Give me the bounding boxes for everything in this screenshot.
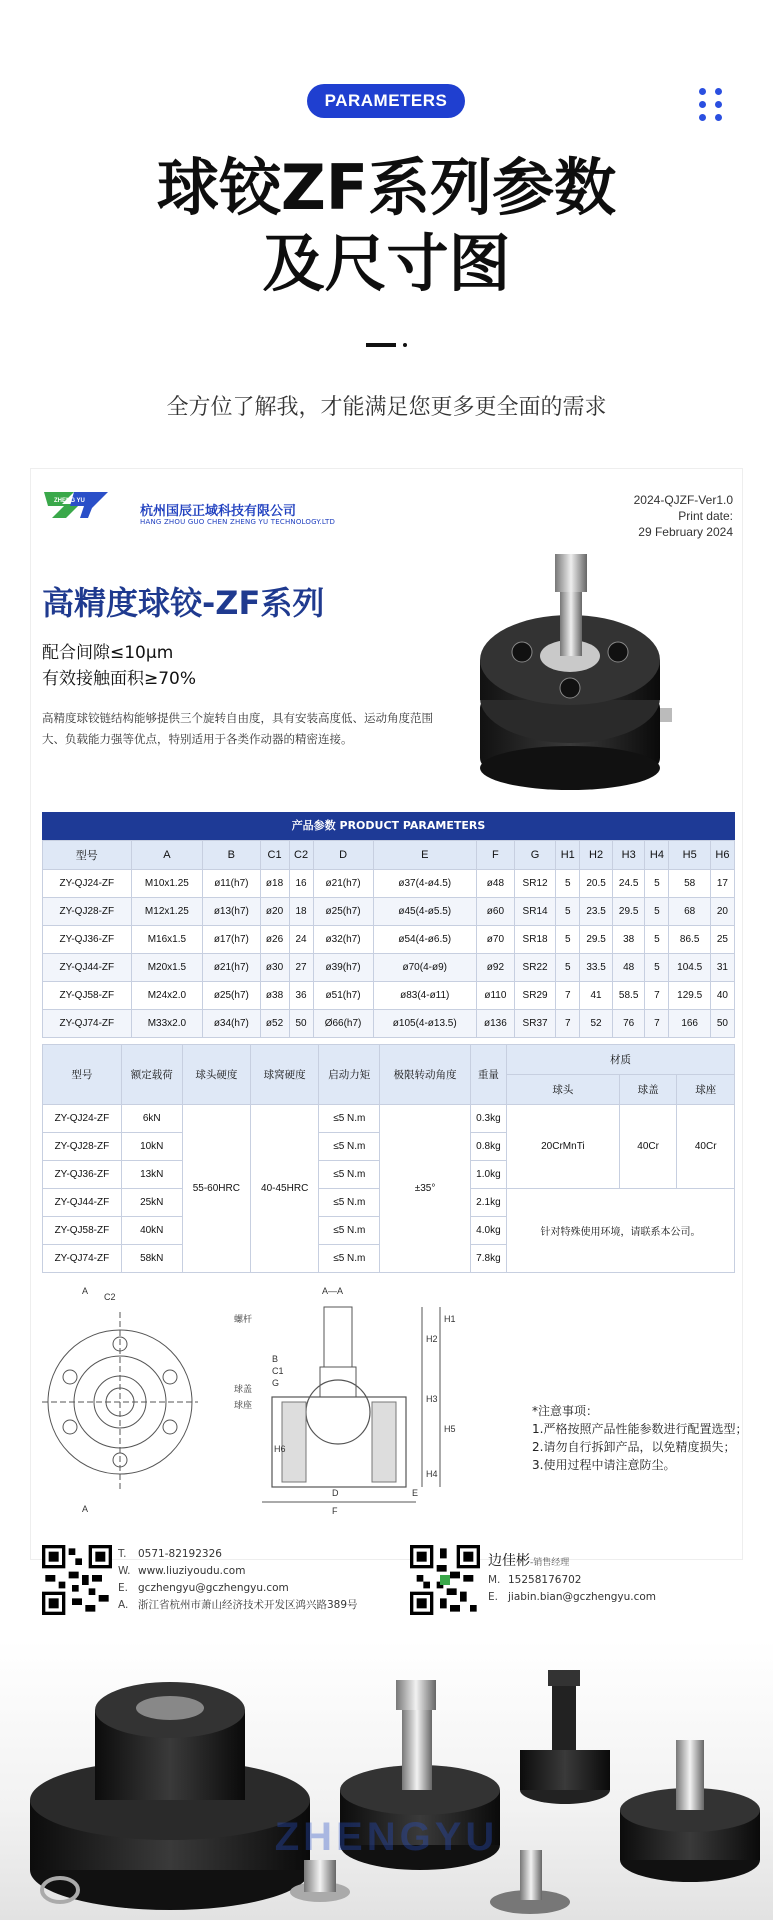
table-cell: 25 bbox=[710, 926, 734, 954]
table-cell: 6kN bbox=[121, 1105, 182, 1133]
table-cell: 50 bbox=[710, 1010, 734, 1038]
table-cell: 5 bbox=[556, 898, 580, 926]
table-cell: 20.5 bbox=[580, 870, 613, 898]
svg-text:H1: H1 bbox=[444, 1314, 456, 1324]
table-cell: 20 bbox=[710, 898, 734, 926]
table-cell: ZY-QJ36-ZF bbox=[43, 926, 132, 954]
table-cell: ø25(h7) bbox=[203, 982, 260, 1010]
table-cell: 13kN bbox=[121, 1161, 182, 1189]
mobile-link[interactable]: 15258176702 bbox=[508, 1574, 582, 1586]
table-cell: M20x1.5 bbox=[131, 954, 203, 982]
svg-text:球座: 球座 bbox=[234, 1400, 253, 1410]
svg-text:A: A bbox=[82, 1286, 89, 1296]
col-header: H1 bbox=[556, 841, 580, 870]
table-cell: ø17(h7) bbox=[203, 926, 260, 954]
col-header: 球盖 bbox=[619, 1075, 677, 1105]
section-view-drawing bbox=[234, 1286, 456, 1516]
product-title: 高精度球铰-ZF系列 bbox=[42, 584, 325, 622]
parameters-badge: PARAMETERS bbox=[307, 84, 465, 118]
table-cell: 0.3kg bbox=[470, 1105, 506, 1133]
company-logo-icon bbox=[44, 484, 114, 524]
col-header: H4 bbox=[645, 841, 669, 870]
svg-text:F: F bbox=[332, 1506, 338, 1516]
document-version: 2024-QJZF-Ver1.0 Print date: 29 February 2024 bbox=[633, 493, 733, 539]
table-cell: ø32(h7) bbox=[313, 926, 373, 954]
table-row bbox=[43, 898, 735, 926]
table-cell: ≤5 N.m bbox=[319, 1105, 380, 1133]
table-cell: 10kN bbox=[121, 1133, 182, 1161]
table-cell: ZY-QJ44-ZF bbox=[43, 1189, 122, 1217]
table-cell: 5 bbox=[645, 898, 669, 926]
col-header: C2 bbox=[289, 841, 313, 870]
table-cell: 16 bbox=[289, 870, 313, 898]
table-cell: 40kN bbox=[121, 1217, 182, 1245]
table-cell: 25kN bbox=[121, 1189, 182, 1217]
table-cell: Ø66(h7) bbox=[313, 1010, 373, 1038]
company-name-cn: 杭州国辰正域科技有限公司 bbox=[140, 504, 297, 519]
top-view-drawing bbox=[42, 1286, 198, 1514]
col-header: E bbox=[373, 841, 476, 870]
table-cell: 7 bbox=[645, 1010, 669, 1038]
table-cell: ø136 bbox=[476, 1010, 514, 1038]
table-cell: ZY-QJ44-ZF bbox=[43, 954, 132, 982]
col-header: H5 bbox=[669, 841, 710, 870]
table-cell: 29.5 bbox=[612, 898, 645, 926]
col-header: 球头硬度 bbox=[182, 1045, 250, 1105]
sales-contact: 边佳彬-销售经理 M. 15258176702 E. jiabin.bian@gczhengyu.com bbox=[488, 1553, 657, 1603]
table-cell: M10x1.25 bbox=[131, 870, 203, 898]
col-header: B bbox=[203, 841, 260, 870]
table-row bbox=[43, 870, 735, 898]
col-header: 型号 bbox=[43, 1045, 122, 1105]
table-cell: ZY-QJ28-ZF bbox=[43, 1133, 122, 1161]
table-cell: 31 bbox=[710, 954, 734, 982]
table-row bbox=[43, 1010, 735, 1038]
table-cell: ZY-QJ58-ZF bbox=[43, 982, 132, 1010]
svg-text:球盖: 球盖 bbox=[234, 1384, 253, 1394]
table-cell: 76 bbox=[612, 1010, 645, 1038]
table-cell: M33x2.0 bbox=[131, 1010, 203, 1038]
table-cell: ø26 bbox=[260, 926, 289, 954]
table-cell: ø105(4-ø13.5) bbox=[373, 1010, 476, 1038]
table-cell: 129.5 bbox=[669, 982, 710, 1010]
svg-text:H5: H5 bbox=[444, 1424, 456, 1434]
table-cell: 0.8kg bbox=[470, 1133, 506, 1161]
col-header: 极限转动角度 bbox=[380, 1045, 471, 1105]
col-header: 球窝硬度 bbox=[251, 1045, 319, 1105]
table-cell: 40 bbox=[710, 982, 734, 1010]
table-cell: 58.5 bbox=[612, 982, 645, 1010]
table-cell: ≤5 N.m bbox=[319, 1217, 380, 1245]
table-cell: ø48 bbox=[476, 870, 514, 898]
table-cell: 38 bbox=[612, 926, 645, 954]
precautions-notes: *注意事项： 1.严格按照产品性能参数进行配置选型； 2.请勿自行拆卸产品，以免精度损失； 3.使用过程中请注意防尘。 bbox=[532, 1404, 748, 1472]
table-cell: ø21(h7) bbox=[203, 954, 260, 982]
col-header: G bbox=[514, 841, 555, 870]
table-cell: ZY-QJ28-ZF bbox=[43, 898, 132, 926]
table-cell: ZY-QJ74-ZF bbox=[43, 1245, 122, 1273]
svg-text:A—A: A—A bbox=[322, 1286, 344, 1296]
col-header: H6 bbox=[710, 841, 734, 870]
company-contact: T. 0571-82192326 W. www.liuziyoudu.com E. gczhengyu@gczhengyu.com A. 浙江省杭州市萧山经济技术开发区鸿兴路389号 bbox=[118, 1548, 358, 1611]
svg-text:E: E bbox=[412, 1488, 419, 1498]
product-parameters-table bbox=[42, 812, 735, 1038]
table-cell: 41 bbox=[580, 982, 613, 1010]
table-cell: ø92 bbox=[476, 954, 514, 982]
table-cell: 48 bbox=[612, 954, 645, 982]
sales-qr-code-icon[interactable] bbox=[410, 1545, 480, 1615]
table-cell: ZY-QJ74-ZF bbox=[43, 1010, 132, 1038]
table-cell: 55-60HRC bbox=[182, 1105, 250, 1273]
table-cell: 58kN bbox=[121, 1245, 182, 1273]
table-row bbox=[43, 954, 735, 982]
table-cell: ø13(h7) bbox=[203, 898, 260, 926]
table-cell: ø70(4-ø9) bbox=[373, 954, 476, 982]
table-cell: 7 bbox=[556, 982, 580, 1010]
table-cell: ø11(h7) bbox=[203, 870, 260, 898]
table-cell: ø51(h7) bbox=[313, 982, 373, 1010]
table-cell: SR12 bbox=[514, 870, 555, 898]
svg-text:D: D bbox=[332, 1488, 339, 1498]
table-cell: 24 bbox=[289, 926, 313, 954]
table-cell: 86.5 bbox=[669, 926, 710, 954]
table-cell: 20CrMnTi bbox=[506, 1105, 619, 1189]
table-cell: ø60 bbox=[476, 898, 514, 926]
table-cell: 4.0kg bbox=[470, 1217, 506, 1245]
zhengyu-watermark: ZHENGYU bbox=[274, 1815, 499, 1859]
col-header: 球头 bbox=[506, 1075, 619, 1105]
sales-email-link[interactable]: jiabin.bian@gczhengyu.com bbox=[508, 1591, 657, 1603]
svg-text:G: G bbox=[272, 1378, 280, 1388]
table-cell: ≤5 N.m bbox=[319, 1189, 380, 1217]
col-header: 型号 bbox=[43, 841, 132, 870]
table-cell: ≤5 N.m bbox=[319, 1245, 380, 1273]
col-header: 启动力矩 bbox=[319, 1045, 380, 1105]
table-cell: ø34(h7) bbox=[203, 1010, 260, 1038]
table-caption: 产品参数 PRODUCT PARAMETERS bbox=[42, 812, 735, 840]
table-cell: ø110 bbox=[476, 982, 514, 1010]
dimension-drawing bbox=[42, 1282, 462, 1522]
table-cell: 40-45HRC bbox=[251, 1105, 319, 1273]
table-cell: ZY-QJ24-ZF bbox=[43, 1105, 122, 1133]
table-cell: 7 bbox=[556, 1010, 580, 1038]
table-cell: 29.5 bbox=[580, 926, 613, 954]
col-header: C1 bbox=[260, 841, 289, 870]
table-cell: ø37(4-ø4.5) bbox=[373, 870, 476, 898]
table-cell: ZY-QJ36-ZF bbox=[43, 1161, 122, 1189]
svg-text:螺杆: 螺杆 bbox=[234, 1314, 253, 1324]
table-cell: 7 bbox=[645, 982, 669, 1010]
table-cell: ≤5 N.m bbox=[319, 1133, 380, 1161]
svg-text:A: A bbox=[82, 1504, 89, 1514]
divider-dot bbox=[403, 343, 407, 347]
table-cell: ø25(h7) bbox=[313, 898, 373, 926]
company-name-en: HANG ZHOU GUO CHEN ZHENG YU TECHNOLOGY.LTD bbox=[140, 518, 336, 526]
table-cell: SR18 bbox=[514, 926, 555, 954]
table-cell: 36 bbox=[289, 982, 313, 1010]
load-material-table bbox=[42, 1044, 735, 1273]
table-cell: M12x1.25 bbox=[131, 898, 203, 926]
table-cell: ø30 bbox=[260, 954, 289, 982]
table-cell: SR29 bbox=[514, 982, 555, 1010]
table-cell: ≤5 N.m bbox=[319, 1161, 380, 1189]
svg-text:C2: C2 bbox=[104, 1292, 116, 1302]
table-cell: 40Cr bbox=[677, 1105, 735, 1189]
table-row bbox=[43, 1105, 735, 1133]
table-cell: M24x2.0 bbox=[131, 982, 203, 1010]
table-cell: 104.5 bbox=[669, 954, 710, 982]
table-row bbox=[43, 982, 735, 1010]
col-header: 材质 bbox=[506, 1045, 734, 1075]
table-cell: 2.1kg bbox=[470, 1189, 506, 1217]
table-cell: ø83(4-ø11) bbox=[373, 982, 476, 1010]
svg-text:B: B bbox=[272, 1354, 279, 1364]
ball-joint-product-image bbox=[460, 548, 690, 798]
svg-text:ZHENG YU: ZHENG YU bbox=[54, 498, 85, 504]
table-cell: ø52 bbox=[260, 1010, 289, 1038]
col-header: F bbox=[476, 841, 514, 870]
divider bbox=[366, 343, 396, 347]
company-qr-code-icon[interactable] bbox=[42, 1545, 112, 1615]
svg-text:C1: C1 bbox=[272, 1366, 284, 1376]
col-header: H3 bbox=[612, 841, 645, 870]
page-subtitle: 全方位了解我，才能满足您更多更全面的需求 bbox=[166, 395, 607, 420]
sales-name: 边佳彬 bbox=[488, 1553, 530, 1569]
table-cell: ø70 bbox=[476, 926, 514, 954]
table-cell: 50 bbox=[289, 1010, 313, 1038]
table-cell: ø39(h7) bbox=[313, 954, 373, 982]
table-cell: 17 bbox=[710, 870, 734, 898]
table-cell: 33.5 bbox=[580, 954, 613, 982]
special-note: 针对特殊使用环境，请联系本公司。 bbox=[506, 1189, 734, 1273]
table-cell: 27 bbox=[289, 954, 313, 982]
table-cell: ø18 bbox=[260, 870, 289, 898]
table-cell: ø54(4-ø6.5) bbox=[373, 926, 476, 954]
col-header: H2 bbox=[580, 841, 613, 870]
table-cell: SR22 bbox=[514, 954, 555, 982]
website-link[interactable]: www.liuziyoudu.com bbox=[138, 1565, 246, 1577]
table-cell: 52 bbox=[580, 1010, 613, 1038]
spec-clearance: 配合间隙≤10μm bbox=[42, 643, 174, 663]
svg-text:H2: H2 bbox=[426, 1334, 438, 1344]
table-cell: 7.8kg bbox=[470, 1245, 506, 1273]
product-description: 高精度球铰链结构能够提供三个旋转自由度，具有安装高度低、运动角度范围大、负载能力强等优点，特别适用于各类作动器的精密连接。 bbox=[42, 711, 433, 746]
table-cell: 5 bbox=[645, 926, 669, 954]
table-cell: ±35° bbox=[380, 1105, 471, 1273]
table-cell: ø38 bbox=[260, 982, 289, 1010]
table-cell: 40Cr bbox=[619, 1105, 677, 1189]
table-cell: 24.5 bbox=[612, 870, 645, 898]
svg-text:H4: H4 bbox=[426, 1469, 438, 1479]
phone-link[interactable]: 0571-82192326 bbox=[138, 1548, 222, 1560]
table-cell: 58 bbox=[669, 870, 710, 898]
menu-dots-icon[interactable] bbox=[699, 88, 723, 122]
table-cell: SR37 bbox=[514, 1010, 555, 1038]
table-cell: 68 bbox=[669, 898, 710, 926]
table-cell: M16x1.5 bbox=[131, 926, 203, 954]
table-cell: ZY-QJ24-ZF bbox=[43, 870, 132, 898]
table-cell: ø45(4-ø5.5) bbox=[373, 898, 476, 926]
svg-text:H3: H3 bbox=[426, 1394, 438, 1404]
table-cell: 5 bbox=[556, 954, 580, 982]
table-cell: ZY-QJ58-ZF bbox=[43, 1217, 122, 1245]
spec-contact-area: 有效接触面积≥70% bbox=[42, 669, 197, 689]
email-link[interactable]: gczhengyu@gczhengyu.com bbox=[138, 1582, 289, 1594]
table-cell: 5 bbox=[556, 870, 580, 898]
page-title: 球铰ZF系列参数 及尺寸图 bbox=[156, 151, 617, 300]
table-cell: 1.0kg bbox=[470, 1161, 506, 1189]
col-header: D bbox=[313, 841, 373, 870]
col-header: 重量 bbox=[470, 1045, 506, 1105]
sales-role: -销售经理 bbox=[530, 1558, 570, 1568]
table-cell: 5 bbox=[645, 870, 669, 898]
col-header: A bbox=[131, 841, 203, 870]
table-cell: 5 bbox=[645, 954, 669, 982]
table-cell: 166 bbox=[669, 1010, 710, 1038]
col-header: 额定载荷 bbox=[121, 1045, 182, 1105]
table-cell: ø21(h7) bbox=[313, 870, 373, 898]
svg-text:H6: H6 bbox=[274, 1444, 286, 1454]
address-text: 浙江省杭州市萧山经济技术开发区鸿兴路389号 bbox=[138, 1599, 358, 1611]
col-header: 球座 bbox=[677, 1075, 735, 1105]
table-row bbox=[43, 926, 735, 954]
table-cell: 5 bbox=[556, 926, 580, 954]
table-cell: 23.5 bbox=[580, 898, 613, 926]
product-group-photo bbox=[0, 1640, 773, 1920]
table-cell: SR14 bbox=[514, 898, 555, 926]
table-cell: ø20 bbox=[260, 898, 289, 926]
table-cell: 18 bbox=[289, 898, 313, 926]
